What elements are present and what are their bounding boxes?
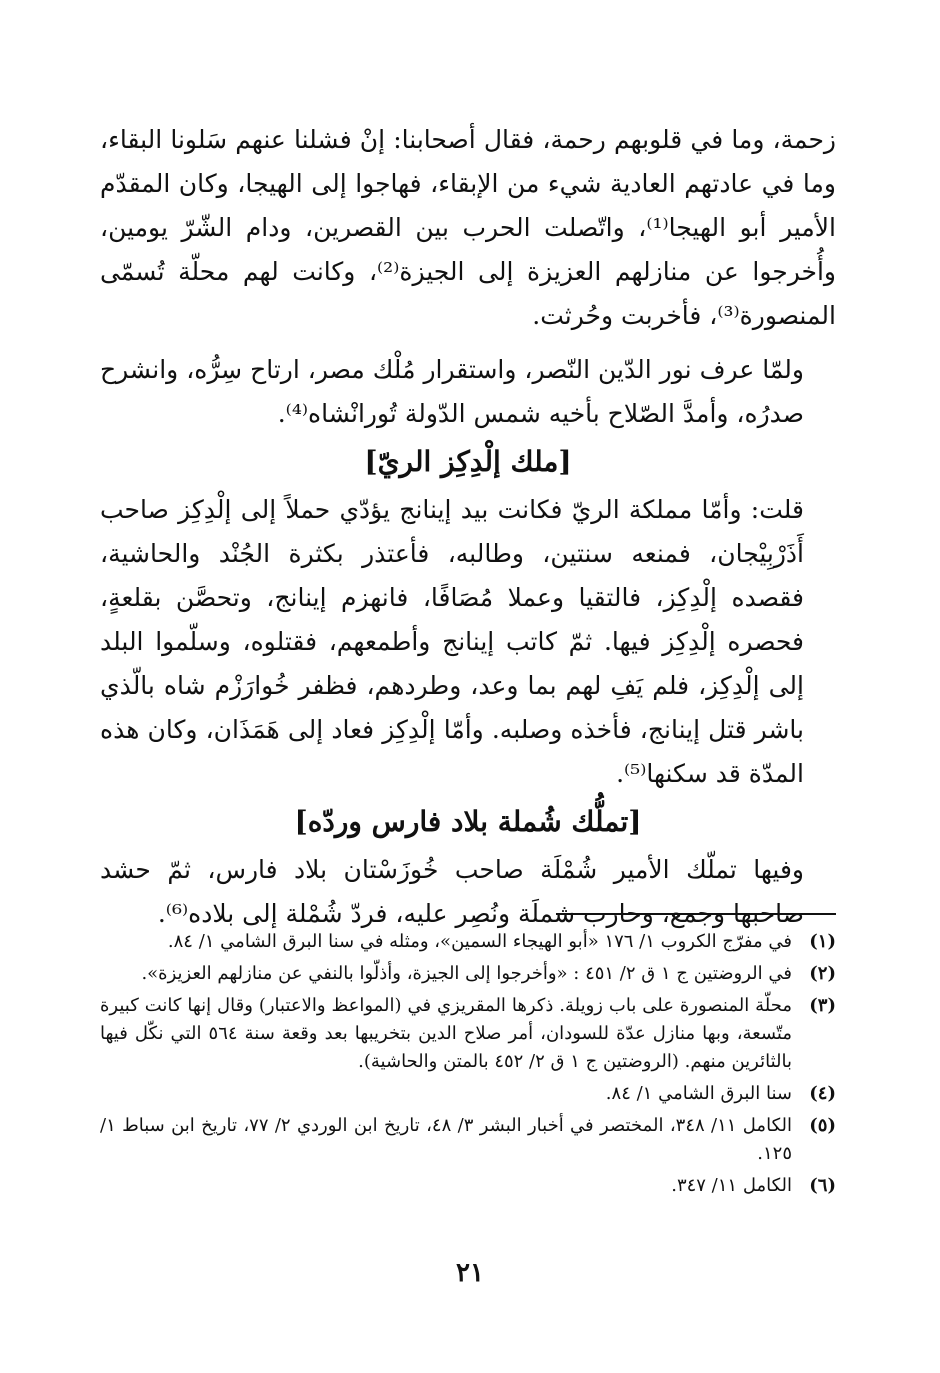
main-text bbox=[100, 118, 836, 936]
page-number: ٢١ bbox=[456, 1258, 484, 1288]
footnote-divider bbox=[556, 913, 836, 915]
footnote bbox=[100, 960, 836, 988]
paragraph-shumla: وفيها تملّك الأمير شُمْلَة صاحب خُوزَسْتان بلاد فارس، ثمّ حشد صاحبها وجمع، وحارب شملَة ونُصِر عليه، فردّ شُمْلة إلى بلاده⁽⁶⁾. bbox=[100, 855, 804, 928]
paragraph-nur-al-din: ولمّا عرف نور الدّين النّصر، واستقرار مُلْك مصر، ارتاح سِرُّه، وانشرح صدرُه، وأمدَّ الصّلاح بأخيه شمس الدّولة تُورانْشاه⁽⁴⁾. bbox=[100, 355, 804, 428]
footnote bbox=[100, 1080, 836, 1108]
footnote bbox=[100, 992, 836, 1076]
footnote-text: الكامل ١١/ ٣٤٨، المختصر في أخبار البشر ٣/ ٤٨، تاريخ ابن الوردي ٢/ ٧٧، تاريخ ابن سباط ١/ ١٢٥. bbox=[100, 1115, 792, 1164]
footnote-text: محلّة المنصورة على باب زويلة. ذكرها المقريزي في (المواعظ والاعتبار) وقال إنها كانت كبيرة متّسعة، وبها منازل عدّة للسودان، أمر صلاح الدين بتخريبها بعد وقعة سنة ٥٦٤ التي نكّل فيها بالثائرين منهم. (الروضتين ج ١ ق ٢/ ٤٥٢ بالمتن والحاشية). bbox=[100, 995, 792, 1072]
footnote-number: (١) bbox=[809, 931, 836, 952]
paragraph-gap bbox=[100, 338, 836, 348]
section-heading-shumla: [تملُّك شُملة بلاد فارس وردّه] bbox=[294, 805, 642, 838]
footnote bbox=[100, 1112, 836, 1168]
paragraph-1: زحمة، وما في قلوبهم رحمة، فقال أصحابنا: إنْ فشلنا عنهم سَلونا البقاء، وما في عادتهم العادية شيء من الإبقاء، فهاجوا إلى الهيجا، وكان المقدّم الأمير أبو الهيجا⁽¹⁾، واتّصلت الحرب بين القصرين، ودام الشّرّ يومين، وأُخرجوا عن منازلهم العزيزة إلى الجيزة⁽²⁾، وكانت لهم محلّة تُسمّى المنصورة⁽³⁾، فأخربت وحُرثت. bbox=[100, 125, 836, 330]
footnote-text: في الروضتين ج ١ ق ٢/ ٤٥١ : «وأخرجوا إلى الجيزة، وأذلّوا بالنفي عن منازلهم العزيزة». bbox=[141, 963, 792, 984]
footnote-number: (٦) bbox=[809, 1175, 836, 1196]
footnotes bbox=[100, 928, 836, 1204]
footnote-text: سنا البرق الشامي ١/ ٨٤. bbox=[605, 1083, 792, 1104]
footnote bbox=[100, 1172, 836, 1200]
footnote-number: (٣) bbox=[809, 995, 836, 1016]
section-heading-eldiguz: [ملك إلْدِكِز الريّ] bbox=[364, 445, 572, 478]
footnote-text: في مفرّج الكروب ١/ ١٧٦ «أبو الهيجاء السمين»، ومثله في سنا البرق الشامي ١/ ٨٤. bbox=[167, 931, 792, 952]
footnote-number: (٥) bbox=[809, 1115, 836, 1136]
footnote bbox=[100, 928, 836, 956]
footnote-text: الكامل ١١/ ٣٤٧. bbox=[671, 1175, 792, 1196]
footnote-number: (٢) bbox=[809, 963, 836, 984]
footnote-number: (٤) bbox=[809, 1083, 836, 1104]
paragraph-eldiguz: قلت: وأمّا مملكة الريّ فكانت بيد إينانج يؤدّي حملاً إلى إلْدِكِز صاحب أَذَرْبِيْجان، فمنعه سنتين، وطالبه، فأعتذر بكثرة الجُنْد والحاشية، فقصده إلْدِكِز، فالتقيا وعملا مُصَافًا، فانهزم إينانج، وتحصَّن بقلعةٍ، فحصره إلْدِكِز فيها. ثمّ كاتب إينانج وأطمعهم، فقتلوه، وسلّموا البلد إلى إلْدِكِز، فلم يَفِ لهم بما وعد، وطردهم، فظفر خُوارَزْم شاه بالّذي باشر قتل إينانج، فأخذه وصلبه. وأمّا إلْدِكِز فعاد إلى هَمَذَان، وكان هذه المدّة قد سكنها⁽⁵⁾. bbox=[100, 495, 804, 788]
